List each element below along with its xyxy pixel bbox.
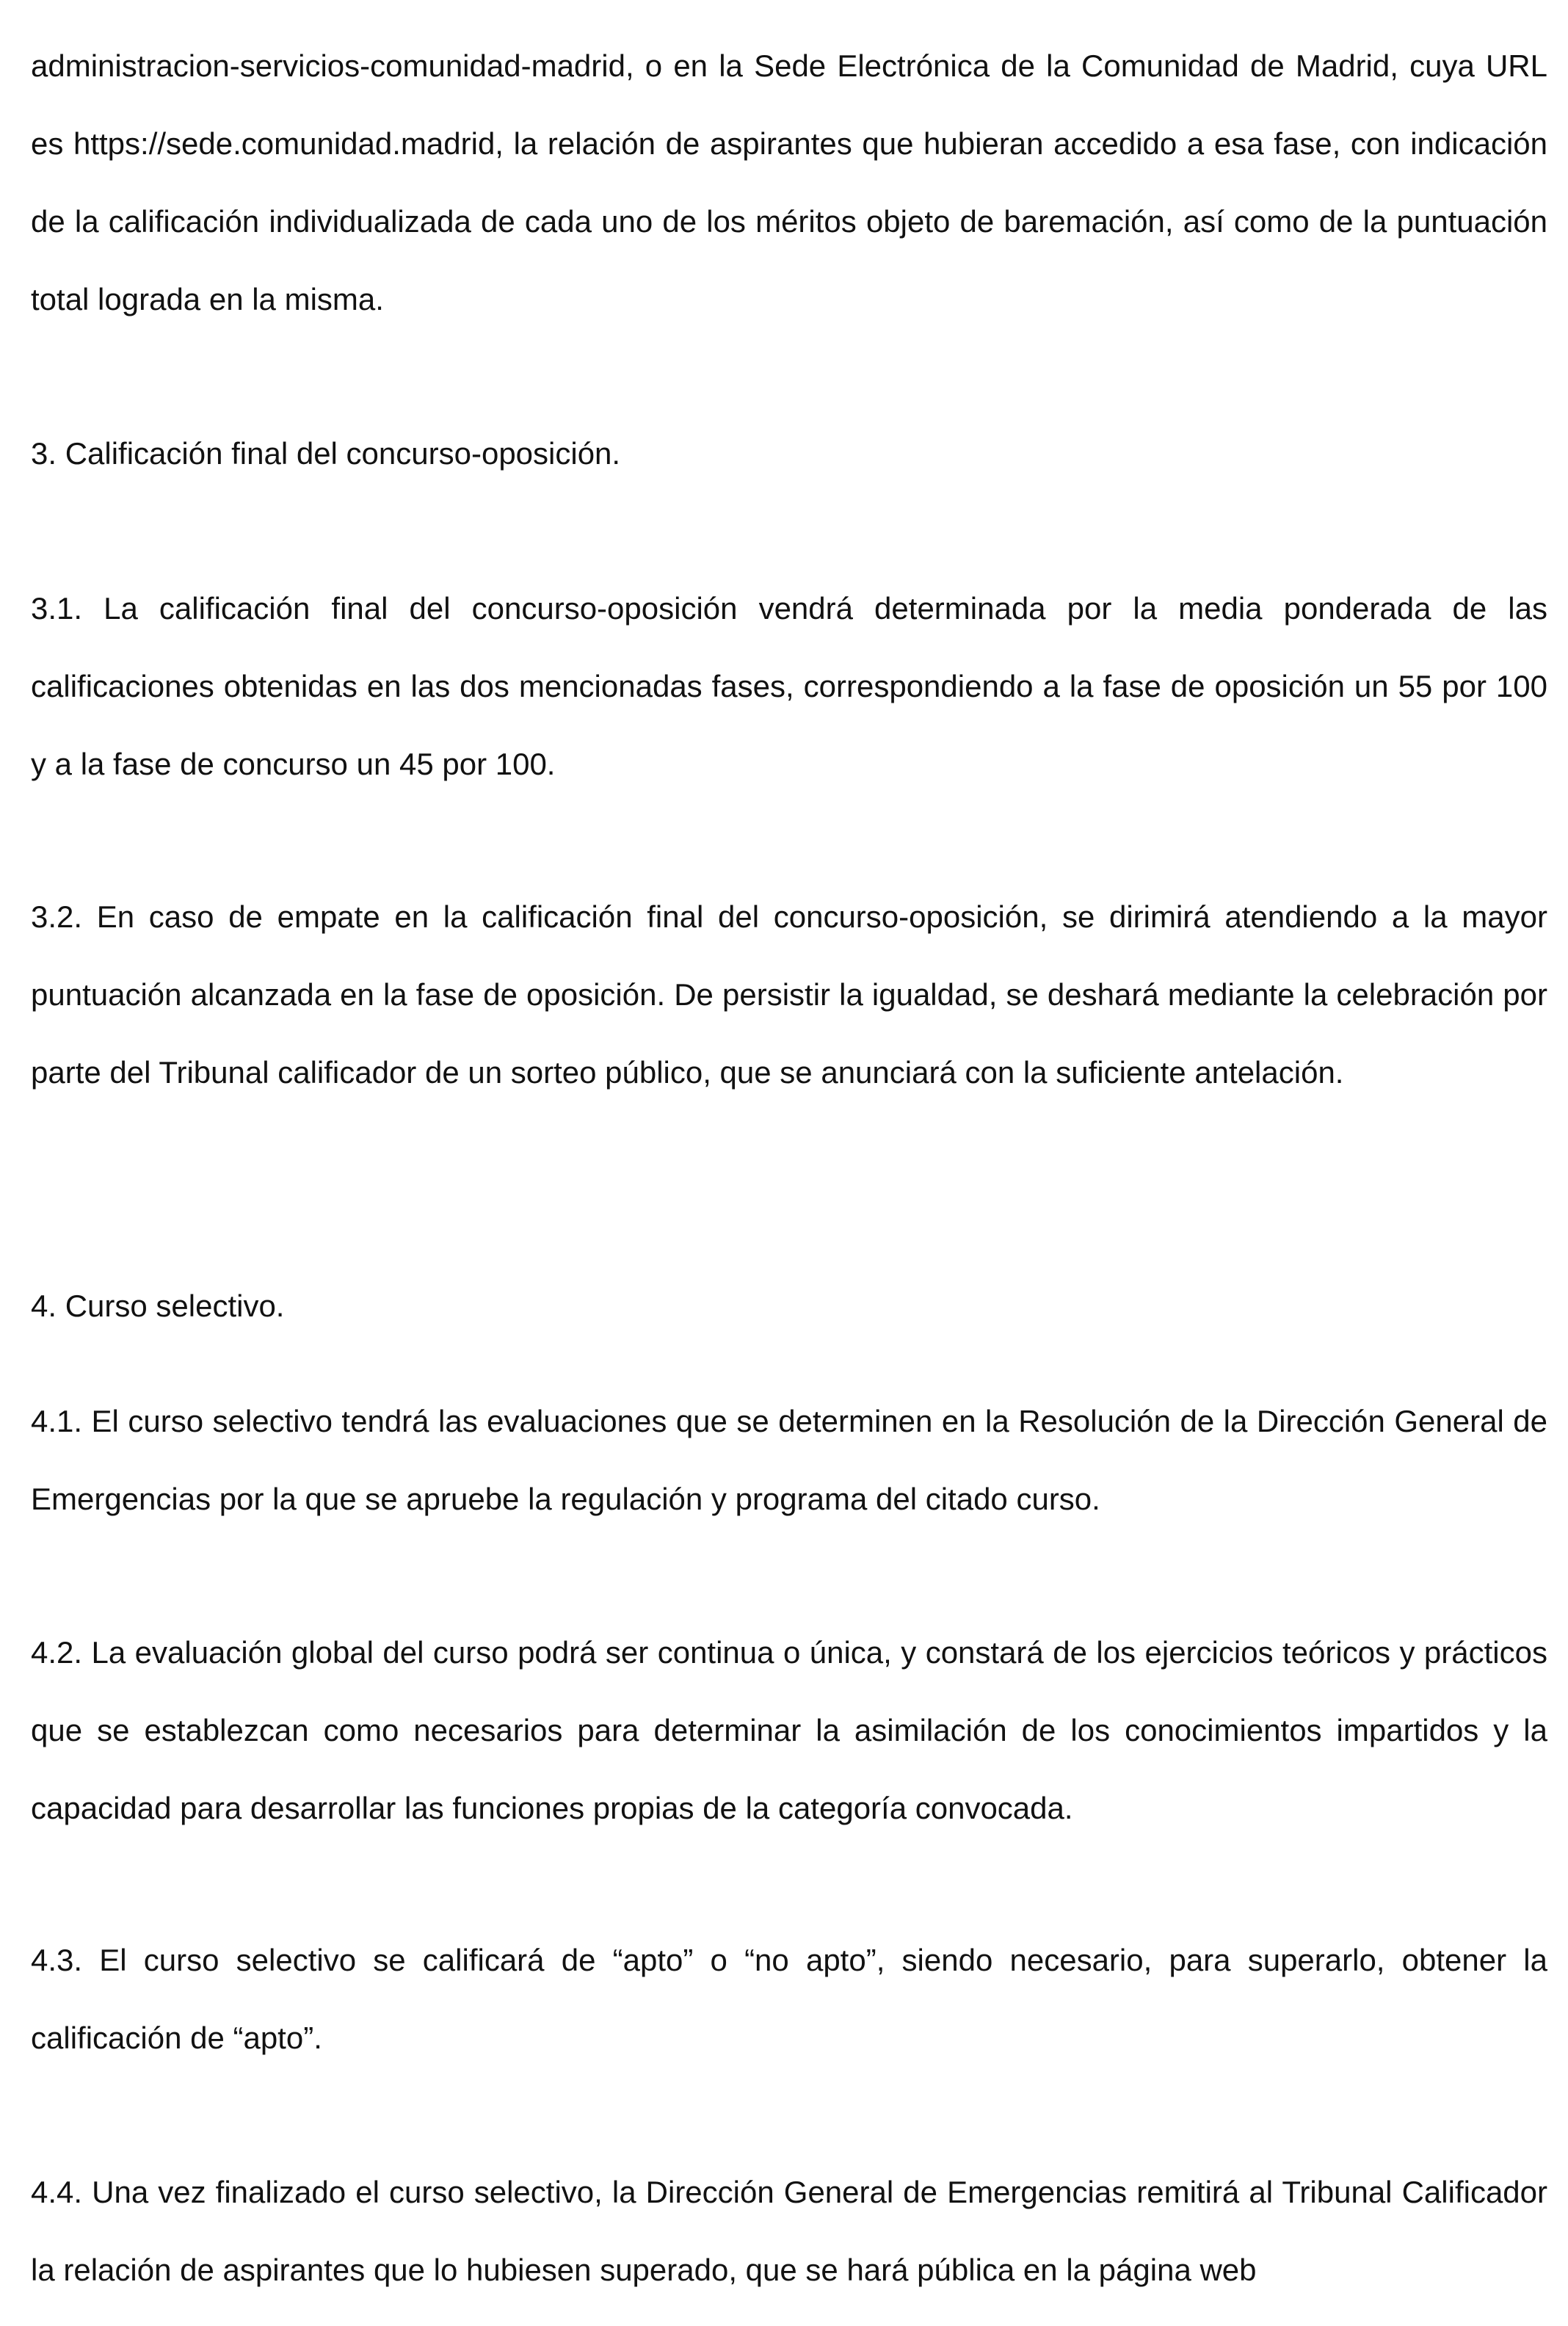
paragraph-3-2: 3.2. En caso de empate en la calificación final del concurso-oposición, se dirimirá atendiendo a la mayor puntuación alcanzada en la fase de oposición. De persistir la igualdad, se deshará mediante la celebración por parte del Tribunal calificador de un sorteo público, que se anunciará con la suficiente antelación. [31,899,1547,1090]
paragraph-4-4: 4.4. Una vez finalizado el curso selectivo, la Dirección General de Emergencias remitirá al Tribunal Calificador la relación de aspirantes que lo hubiesen superado, que se hará pública en la página web [31,2175,1547,2287]
section-4-heading: 4. Curso selectivo. [31,1289,285,1323]
section-3-heading: 3. Calificación final del concurso-oposición. [31,436,621,471]
paragraph-intro: administracion-servicios-comunidad-madrid, o en la Sede Electrónica de la Comunidad de Madrid, cuya URL es https://sede.comunidad.madrid, la relación de aspirantes que hubieran accedido a esa fase, con indicación de la calificación individualizada de cada uno de los méritos objeto de baremación, así como de la puntuación total lograda en la misma. [31,48,1547,316]
paragraph-4-3: 4.3. El curso selectivo se calificará de “apto” o “no apto”, siendo necesario, para superarlo, obtener la calificación de “apto”. [31,1943,1547,2055]
paragraph-4-1: 4.1. El curso selectivo tendrá las evaluaciones que se determinen en la Resolución de la Dirección General de Emergencias por la que se apruebe la regulación y programa del citado curso. [31,1404,1547,1516]
paragraph-3-1: 3.1. La calificación final del concurso-oposición vendrá determinada por la media ponderada de las calificaciones obtenidas en las dos mencionadas fases, correspondiendo a la fase de oposición un 55 por 100 y a la fase de concurso un 45 por 100. [31,591,1547,781]
paragraph-4-2: 4.2. La evaluación global del curso podrá ser continua o única, y constará de los ejercicios teóricos y prácticos que se establezcan como necesarios para determinar la asimilación de los conocimientos impartidos y la capacidad para desarrollar las funciones propias de la categoría convocada. [31,1635,1547,1825]
